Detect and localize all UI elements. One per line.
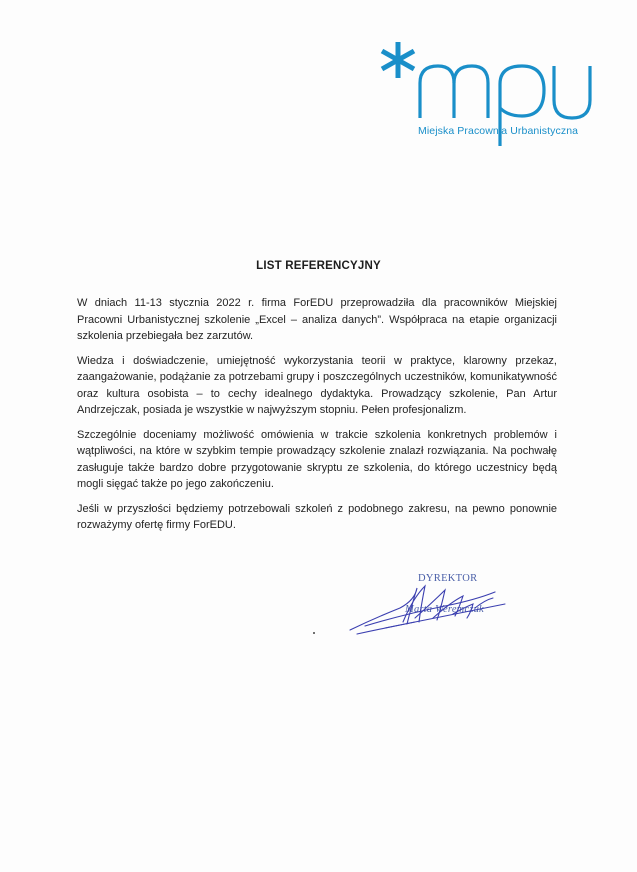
paragraph-3: Szczególnie doceniamy możliwość omówienia w trakcie szkolenia konkretnych problemów i wątpliwości, na które w szybkim tempie prowadzący szkolenie znalazł rozwiązania. Na pochwałę zasługuje także bardzo dobre przygotowanie skryptu ze szkolenia, do którego uczestnicy będą mogli sięgać także po jego zakończeniu.: [77, 428, 557, 490]
signature-icon: [345, 578, 515, 638]
letter-body: [77, 295, 557, 542]
asterisk-icon: [382, 42, 414, 78]
paragraph-2: Wiedza i doświadczenie, umiejętność wykorzystania teorii w praktyce, klarowny przekaz, zaangażowanie, podążanie za potrzebami grupy i poszczególnych uczestników, komunikatywność oraz kultura osobista – to cechy idealnego dydaktyka. Prowadzący szkolenie, Pan Artur Andrzejczak, posiada je wszystkie w najwyższym stopniu. Pełen profesjonalizm.: [77, 354, 557, 416]
paragraph-1: W dniach 11-13 stycznia 2022 r. firma ForEDU przeprowadziła dla pracowników Miejskiej Pracowni Urbanistycznej szkolenie „Excel – analiza danych”. Współpraca na etapie organizacji szkolenia przebiegała bez zarzutów.: [77, 297, 557, 342]
stamp-role: DYREKTOR: [418, 573, 478, 584]
logo-subtitle: Miejska Pracownia Urbanistyczna: [418, 125, 579, 137]
ink-dot: [313, 632, 315, 634]
letter-title: LIST REFERENCYJNY: [256, 260, 381, 272]
paragraph-4: Jeśli w przyszłości będziemy potrzebowali szkoleń z podobnego zakresu, na pewno ponownie rozważymy ofertę firmy ForEDU.: [77, 502, 557, 531]
stamp-name: Marta Weremczuk: [405, 604, 484, 615]
